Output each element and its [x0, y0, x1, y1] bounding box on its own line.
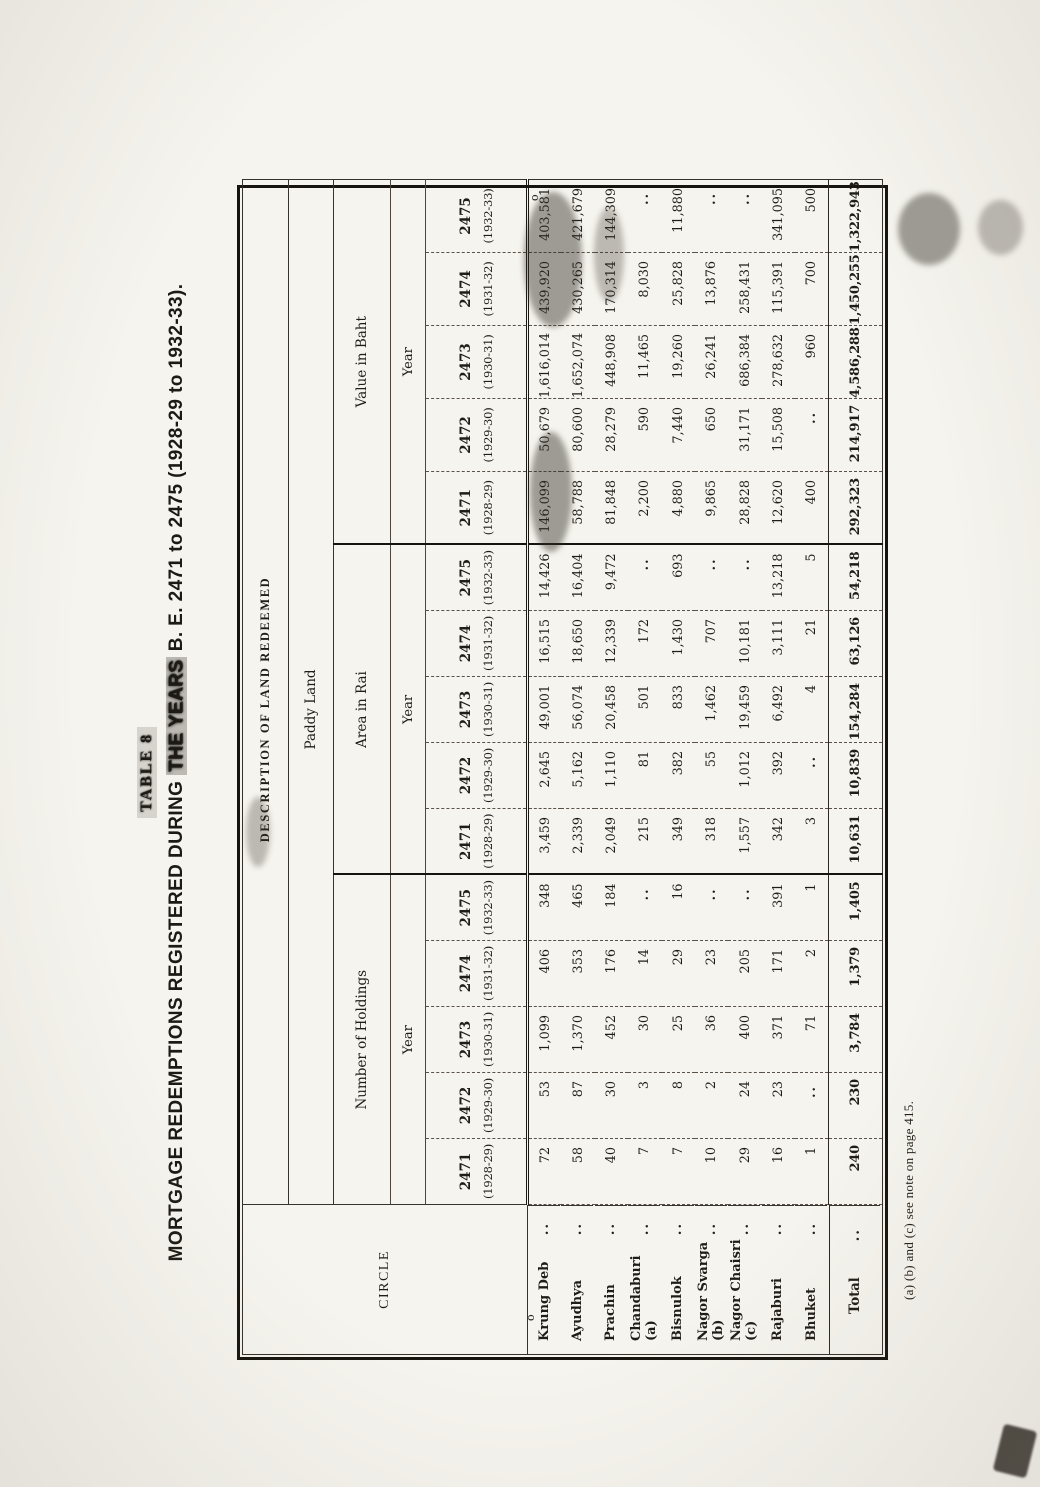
year-header-noh-2472 [426, 1073, 528, 1139]
leader-dots: .. [846, 1228, 863, 1242]
year-header-area-2475 [426, 544, 528, 610]
leader-dots: .. [803, 1222, 819, 1236]
header-row-year-label [391, 179, 426, 1354]
value-value-2474: 13,876 [695, 252, 728, 325]
year-ad: (1928-29) [480, 480, 495, 536]
circle-name-cell [662, 1205, 694, 1354]
value-value-2474: 1,450,255 [829, 252, 883, 325]
value-value-2475: 11,880 [662, 179, 695, 252]
year-be: 2471 [457, 488, 474, 527]
footnote: (a) (b) and (c) see note on page 415. [901, 1100, 916, 1300]
area-value-2474: 63,126 [829, 610, 883, 676]
area-value-2473: 154,284 [829, 676, 883, 742]
year-be: 2475 [457, 888, 474, 927]
area-value-2475: .. [728, 544, 761, 610]
value-value-2473: 278,632 [762, 325, 795, 398]
noh-value-2472: 24 [728, 1073, 761, 1139]
year-be: 2475 [457, 558, 474, 597]
noh-value-2472: 87 [561, 1073, 594, 1139]
area-value-2475: 54,218 [829, 544, 883, 610]
area-value-2475: .. [628, 544, 661, 610]
area-value-2475: 5 [795, 544, 828, 610]
noh-value-2475: 465 [561, 874, 594, 940]
header-row-description [243, 179, 289, 1354]
circle-name-cell [795, 1205, 827, 1354]
table-body [528, 179, 883, 1354]
area-value-2471: 2,339 [561, 808, 594, 874]
value-value-2471: 4,880 [662, 471, 695, 544]
year-header-value-2475 [426, 179, 528, 252]
noh-value-2475: 391 [762, 874, 795, 940]
table-row [561, 179, 594, 1354]
year-ad: (1928-29) [480, 813, 495, 869]
noh-value-2475: 1 [795, 874, 828, 940]
year-ad: (1930-31) [480, 334, 495, 390]
noh-value-2471: 1 [795, 1139, 828, 1205]
year-ad: (1931-32) [480, 261, 495, 317]
noh-value-2474: 171 [762, 941, 795, 1007]
value-value-2472: 28,279 [595, 398, 628, 471]
area-value-2473: 19,459 [728, 676, 761, 742]
year-ad: (1932-33) [480, 188, 495, 244]
value-value-2474: 8,030 [628, 252, 661, 325]
noh-value-2473: 3,784 [829, 1007, 883, 1073]
empty-header-cell [243, 179, 289, 544]
year-ad: (1930-31) [480, 681, 495, 737]
leader-dots: .. [736, 1222, 752, 1236]
noh-value-2472: 8 [662, 1073, 695, 1139]
area-value-2472: 1,012 [728, 742, 761, 808]
noh-value-2473: 452 [595, 1007, 628, 1073]
noh-value-2471: 29 [728, 1139, 761, 1205]
stray-o-mark: o [524, 1314, 537, 1321]
year-be: 2472 [457, 416, 474, 454]
area-value-2473: 833 [662, 676, 695, 742]
value-value-2475: .. [628, 179, 661, 252]
table-frame [237, 181, 888, 1360]
value-value-2473: 4,586,288 [829, 325, 883, 398]
value-value-2474: 115,391 [762, 252, 795, 325]
noh-value-2473: 71 [795, 1007, 828, 1073]
area-value-2472: 5,162 [561, 742, 594, 808]
noh-value-2471: 10 [695, 1139, 728, 1205]
title-block [137, 185, 189, 1360]
value-value-2472: 650 [695, 398, 728, 471]
noh-value-2474: 353 [561, 941, 594, 1007]
area-value-2471: 318 [695, 808, 728, 874]
value-value-2472: 31,171 [728, 398, 761, 471]
area-value-2471: 1,557 [728, 808, 761, 874]
noh-value-2475: .. [695, 874, 728, 940]
value-value-2475: 1,322,943 [829, 179, 883, 252]
year-be: 2472 [457, 1086, 474, 1125]
value-value-2473: 1,616,014 [528, 325, 562, 398]
table-row [595, 179, 628, 1354]
value-value-2472: 80,600 [561, 398, 594, 471]
value-value-2473: 686,384 [728, 325, 761, 398]
area-value-2471: 10,631 [829, 808, 883, 874]
year-ad: (1930-31) [480, 1012, 495, 1067]
area-value-2472: 2,645 [528, 742, 562, 808]
year-ad: (1928-29) [480, 1144, 495, 1199]
noh-value-2473: 1,370 [561, 1007, 594, 1073]
value-value-2471: 81,848 [595, 471, 628, 544]
noh-value-2474: 14 [628, 941, 661, 1007]
area-value-2473: 20,458 [595, 676, 628, 742]
year-label-noh: Year [391, 874, 426, 1204]
value-value-2473: 19,260 [662, 325, 695, 398]
area-value-2474: 16,515 [528, 610, 562, 676]
value-value-2475: .. [728, 179, 761, 252]
year-header-area-2472 [426, 742, 528, 808]
value-value-2471: 28,828 [728, 471, 761, 544]
ink-smudge [978, 200, 1023, 255]
circle-name-cell [595, 1205, 627, 1354]
noh-value-2473: 30 [628, 1007, 661, 1073]
area-value-2474: 3,111 [762, 610, 795, 676]
area-value-2471: 349 [662, 808, 695, 874]
year-header-area-2471 [426, 808, 528, 874]
noh-value-2472: 53 [528, 1073, 562, 1139]
area-value-2472: 81 [628, 742, 661, 808]
noh-value-2472: 30 [595, 1073, 628, 1139]
empty-header-cell [289, 874, 334, 1204]
table-row [528, 179, 562, 1354]
area-value-2472: .. [795, 742, 828, 808]
value-value-2472: 214,917 [829, 398, 883, 471]
area-value-2472: 10,839 [829, 742, 883, 808]
year-header-area-2473 [426, 676, 528, 742]
year-ad: (1929-30) [480, 407, 495, 463]
area-value-2473: 56,074 [561, 676, 594, 742]
area-value-2473: 1,462 [695, 676, 728, 742]
circle-name-cell [695, 1205, 727, 1354]
page-corner-artifact [993, 1424, 1038, 1479]
table-row [795, 179, 828, 1354]
area-value-2473: 4 [795, 676, 828, 742]
area-value-2471: 215 [628, 808, 661, 874]
table-row [628, 179, 661, 1354]
circle-name: Ayudhya [569, 1279, 585, 1341]
area-value-2471: 3 [795, 808, 828, 874]
year-ad: (1932-33) [480, 550, 495, 606]
empty-header-cell [289, 179, 334, 544]
value-value-2475: 421,679 [561, 179, 594, 252]
noh-value-2474: 406 [528, 941, 562, 1007]
table-row [695, 179, 728, 1354]
area-value-2472: 382 [662, 742, 695, 808]
year-header-value-2472 [426, 398, 528, 471]
area-value-2474: 18,650 [561, 610, 594, 676]
leader-dots: .. [603, 1222, 619, 1236]
title-stamped-text: THE YEARS [166, 657, 187, 775]
value-value-2471: 12,620 [762, 471, 795, 544]
mortgage-redemptions-table [242, 179, 883, 1355]
noh-value-2474: 176 [595, 941, 628, 1007]
circle-name: Chandaburi (a) [629, 1255, 660, 1341]
area-value-2472: 55 [695, 742, 728, 808]
noh-value-2473: 1,099 [528, 1007, 562, 1073]
total-label-cell [829, 1205, 880, 1354]
header-row-groups [334, 179, 391, 1354]
year-be: 2474 [457, 954, 474, 993]
year-header-value-2474 [426, 252, 528, 325]
noh-value-2471: 72 [528, 1139, 562, 1205]
total-label: Total [846, 1277, 863, 1314]
table-number-label: TABLE 8 [137, 727, 157, 818]
page-title [165, 185, 189, 1360]
circle-name: Rajaburi [770, 1278, 786, 1341]
year-be: 2473 [457, 690, 474, 729]
year-be: 2474 [457, 624, 474, 663]
area-value-2472: 1,110 [595, 742, 628, 808]
value-value-2473: 960 [795, 325, 828, 398]
circle-name: Nagor Svarga (b) [696, 1241, 727, 1341]
noh-value-2471: 16 [762, 1139, 795, 1205]
value-value-2474: 700 [795, 252, 828, 325]
area-value-2471: 2,049 [595, 808, 628, 874]
area-value-2475: 693 [662, 544, 695, 610]
title-prefix: MORTGAGE REDEMPTIONS REGISTERED DURING [166, 774, 187, 1262]
leader-dots: .. [670, 1222, 686, 1236]
area-value-2475: 16,404 [561, 544, 594, 610]
value-value-2473: 448,908 [595, 325, 628, 398]
year-header-value-2473 [426, 325, 528, 398]
noh-value-2475: 348 [528, 874, 562, 940]
year-label-area: Year [391, 544, 426, 874]
value-value-2472: 15,508 [762, 398, 795, 471]
year-header-noh-2471 [426, 1139, 528, 1205]
area-in-rai-header: Area in Rai [334, 544, 391, 874]
circle-name: Bisnulok [670, 1276, 686, 1341]
noh-value-2474: 205 [728, 941, 761, 1007]
header-row-paddy-land [289, 179, 334, 1354]
table-row [662, 179, 695, 1354]
year-ad: (1931-32) [480, 946, 495, 1001]
noh-value-2474: 1,379 [829, 941, 883, 1007]
circle-name: Nagor Chaisri (c) [729, 1239, 760, 1341]
value-value-2471: 2,200 [628, 471, 661, 544]
table-row [762, 179, 795, 1354]
year-header-noh-2474 [426, 941, 528, 1007]
value-in-baht-header: Value in Baht [334, 179, 391, 544]
value-value-2475: 341,095 [762, 179, 795, 252]
area-value-2473: 49,001 [528, 676, 562, 742]
area-value-2474: 707 [695, 610, 728, 676]
area-value-2472: 392 [762, 742, 795, 808]
area-value-2474: 1,430 [662, 610, 695, 676]
year-header-noh-2475 [426, 874, 528, 940]
value-value-2475: .. [695, 179, 728, 252]
value-value-2471: 9,865 [695, 471, 728, 544]
year-be: 2473 [457, 343, 474, 381]
year-be: 2472 [457, 756, 474, 795]
noh-value-2472: 23 [762, 1073, 795, 1139]
noh-value-2472: 3 [628, 1073, 661, 1139]
circle-name: Prachin [603, 1284, 619, 1341]
noh-value-2474: 2 [795, 941, 828, 1007]
year-ad: (1931-32) [480, 615, 495, 671]
area-value-2474: 10,181 [728, 610, 761, 676]
noh-value-2473: 25 [662, 1007, 695, 1073]
value-value-2473: 11,465 [628, 325, 661, 398]
table-row [728, 179, 761, 1354]
noh-value-2471: 40 [595, 1139, 628, 1205]
empty-header-cell [243, 874, 289, 1204]
value-value-2474: 258,431 [728, 252, 761, 325]
noh-value-2472: 230 [829, 1073, 883, 1139]
noh-value-2473: 371 [762, 1007, 795, 1073]
area-value-2471: 342 [762, 808, 795, 874]
value-value-2475: 403,581 [528, 179, 562, 252]
year-header-area-2474 [426, 610, 528, 676]
circle-name: Bhuket [803, 1287, 819, 1341]
noh-value-2471: 58 [561, 1139, 594, 1205]
leader-dots: .. [636, 1222, 652, 1236]
circle-name-cell [628, 1205, 660, 1354]
year-ad: (1932-33) [480, 880, 495, 936]
year-ad: (1929-30) [480, 1078, 495, 1133]
noh-value-2475: 184 [595, 874, 628, 940]
noh-value-2471: 7 [662, 1139, 695, 1205]
number-of-holdings-header: Number of Holdings [334, 874, 391, 1204]
value-value-2474: 170,314 [595, 252, 628, 325]
description-of-land-redeemed-header: DESCRIPTION OF LAND REDEEMED [243, 544, 289, 874]
noh-value-2472: .. [795, 1073, 828, 1139]
year-be: 2475 [457, 197, 474, 235]
noh-value-2471: 7 [628, 1139, 661, 1205]
value-value-2473: 26,241 [695, 325, 728, 398]
header-row-years [426, 179, 528, 1354]
noh-value-2475: 16 [662, 874, 695, 940]
leader-dots: .. [569, 1222, 585, 1236]
noh-value-2475: .. [728, 874, 761, 940]
stray-o-mark: o [528, 194, 541, 201]
year-label-value: Year [391, 179, 426, 544]
table-header [243, 179, 528, 1354]
noh-value-2475: 1,405 [829, 874, 883, 940]
area-value-2474: 172 [628, 610, 661, 676]
area-value-2474: 21 [795, 610, 828, 676]
value-value-2473: 1,652,074 [561, 325, 594, 398]
value-value-2472: 7,440 [662, 398, 695, 471]
noh-value-2475: .. [628, 874, 661, 940]
value-value-2474: 25,828 [662, 252, 695, 325]
value-value-2471: 58,788 [561, 471, 594, 544]
year-be: 2471 [457, 822, 474, 861]
area-value-2475: .. [695, 544, 728, 610]
value-value-2471: 292,323 [829, 471, 883, 544]
circle-column-header: CIRCLE [243, 1205, 528, 1355]
value-value-2471: 400 [795, 471, 828, 544]
ink-smudge [898, 193, 960, 265]
year-header-value-2471 [426, 471, 528, 544]
year-be: 2474 [457, 270, 474, 308]
noh-value-2473: 36 [695, 1007, 728, 1073]
year-ad: (1929-30) [480, 747, 495, 803]
value-value-2471: 146,099 [528, 471, 562, 544]
circle-name-cell [728, 1205, 760, 1354]
value-value-2475: 500 [795, 179, 828, 252]
area-value-2475: 9,472 [595, 544, 628, 610]
circle-name-cell [561, 1205, 593, 1354]
noh-value-2474: 29 [662, 941, 695, 1007]
year-header-noh-2473 [426, 1007, 528, 1073]
total-row [829, 179, 883, 1354]
title-suffix: B. E. 2471 to 2475 (1928-29 to 1932-33). [166, 283, 187, 657]
noh-value-2471: 240 [829, 1139, 883, 1205]
leader-dots: .. [536, 1222, 552, 1236]
leader-dots: .. [770, 1222, 786, 1236]
noh-value-2474: 23 [695, 941, 728, 1007]
value-value-2472: .. [795, 398, 828, 471]
value-value-2474: 439,920 [528, 252, 562, 325]
circle-name-cell [762, 1205, 794, 1354]
noh-value-2473: 400 [728, 1007, 761, 1073]
area-value-2474: 12,339 [595, 610, 628, 676]
area-value-2473: 6,492 [762, 676, 795, 742]
area-value-2471: 3,459 [528, 808, 562, 874]
area-value-2475: 14,426 [528, 544, 562, 610]
paddy-land-header: Paddy Land [289, 544, 334, 874]
area-value-2473: 501 [628, 676, 661, 742]
value-value-2472: 50,679 [528, 398, 562, 471]
value-value-2475: 144,309 [595, 179, 628, 252]
circle-name: Krung Deb [536, 1261, 552, 1341]
circle-name-cell [528, 1205, 560, 1354]
year-be: 2473 [457, 1020, 474, 1059]
noh-value-2472: 2 [695, 1073, 728, 1139]
year-be: 2471 [457, 1152, 474, 1191]
area-value-2475: 13,218 [762, 544, 795, 610]
leader-dots: .. [703, 1222, 719, 1236]
value-value-2474: 430,265 [561, 252, 594, 325]
value-value-2472: 590 [628, 398, 661, 471]
